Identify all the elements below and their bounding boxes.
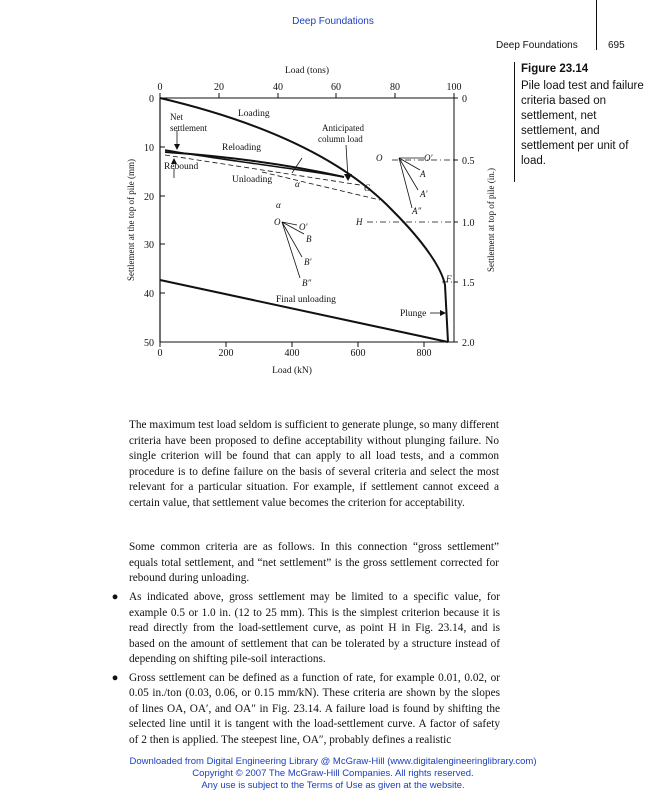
right-tick-0: 0 [462,94,467,105]
left-tick-20: 20 [144,192,154,203]
loading-curve [160,98,448,342]
criteria-list [110,590,500,751]
label-alpha-2: α [276,200,281,210]
top-tick-40: 40 [273,82,283,93]
footer-terms-link[interactable]: Any use is subject to the Terms of Use as given at the website. [201,780,465,791]
label-O-upper: O [376,153,383,163]
list-item-text: As indicated above, gross settlement may be limited to a specific value, for example 0.5 or 1.0 in. (12 to 25 mm). This is the simplest criterion because it is read directly from the load-settlement curve, as point H in Fig. 23.14, and is based on the amount of settlement that can be tolerated by a structure instead of depending on shifting pile-soil interactions. [129,591,500,665]
label-Bpp: B″ [302,278,312,288]
header-rule [596,0,597,50]
right-tick-1-0: 1.0 [462,218,475,229]
label-F: F [446,274,452,284]
right-tick-2-0: 2.0 [462,338,475,349]
figure-caption-text: Pile load test and failure criteria based on settlement, net settlement, and settlement per unit of load. [521,80,644,167]
anticipated-arrow-head [344,174,352,181]
label-Bp: B′ [304,257,312,267]
label-Op-upper: O′ [424,153,433,163]
load-settlement-diagram [112,60,502,380]
bullet-icon: ● [111,671,119,684]
top-site-title[interactable]: Deep Foundations [292,16,374,27]
label-App: A″ [412,206,422,216]
right-tick-1-5: 1.5 [462,278,475,289]
line-OApp [399,158,412,208]
right-axis-title: Settlement at top of pile (in.) [486,168,496,272]
label-H: H [356,217,363,227]
label-plunge: Plunge [400,309,427,319]
label-Ap: A′ [420,189,428,199]
footer-copyright: Copyright © 2007 The McGraw-Hill Companies. All rights reserved. [192,768,474,779]
top-tick-0: 0 [157,82,163,93]
bottom-tick-600: 600 [350,348,366,359]
label-B: B [306,234,312,244]
label-G: G [364,183,371,193]
top-tick-60: 60 [331,82,341,93]
label-anticipated-2: column load [318,134,363,144]
tangent-dashed-2 [262,172,380,200]
figure-caption [521,62,646,169]
label-reloading: Reloading [222,143,262,153]
net-arrow-head [174,144,180,150]
left-tick-30: 30 [144,240,154,251]
left-tick-0: 0 [149,94,154,105]
bottom-ticks [160,342,424,347]
top-axis-title: Load (tons) [284,66,330,76]
label-net-1: Net [170,112,183,122]
line-OAp [399,158,418,190]
left-tick-50: 50 [144,338,154,349]
figure-label: Figure 23.14 [521,63,589,75]
label-loading: Loading [238,109,270,119]
footer-download-link[interactable]: Downloaded from Digital Engineering Library @ McGraw-Hill (www.digitalengineeringlibrary.com) [129,756,537,767]
figure-23-14 [112,60,502,385]
label-anticipated-1: Anticipated [322,123,364,133]
paragraph-1: The maximum test load seldom is sufficient to generate plunge, so many different criteria have been proposed to define acceptability without plunging failure. No single criterion will be found that can apply to all load tests, and a common procedure is to define failure on the basis of several criteria and select the most relevant for a particular situation. For example, if settlement cannot exceed a certain value, that settlement value becomes the criterion for acceptability. [129,419,499,509]
list-item [110,671,500,749]
left-axis-title: Settlement at the top of pile (mm) [126,159,136,281]
left-ticks [160,98,165,293]
label-unloading: Unloading [232,175,273,185]
label-final-unloading: Final unloading [276,295,336,305]
footer [0,756,666,792]
label-O-lower: O [274,217,281,227]
bottom-axis-title: Load (kN) [272,366,312,376]
left-tick-10: 10 [144,143,154,154]
right-tick-0-5: 0.5 [462,156,475,167]
top-ticks [160,93,454,98]
bottom-tick-800: 800 [416,348,432,359]
page-number: 695 [608,40,625,51]
top-tick-20: 20 [214,82,224,93]
left-tick-40: 40 [144,289,154,300]
running-head: Deep Foundations [496,40,578,51]
list-item-text: Gross settlement can be defined as a function of rate, for example 0.01, 0.02, or 0.05 in./ton (0.03, 0.06, or 0.15 mm/kN). These criteria are shown by the slopes of lines OA, OA′, and OA″ in Fig. 23.14. A failure load is found by shifting the selected line until it is tangent with the load-settlement curve. A factor of safety of 2 then is applied. The steepest line, OA″, probably defines a realistic [129,671,500,746]
label-rebound: Rebound [164,162,199,172]
top-tick-80: 80 [390,82,400,93]
paragraph-2: Some common criteria are as follows. In this connection “gross settlement” equals total settlement, and “net settlement” is the gross settlement corrected for rebound during unloading. [129,541,499,584]
bottom-tick-200: 200 [218,348,234,359]
label-Op-lower: O′ [299,222,308,232]
label-net-2: settlement [170,123,207,133]
caption-rule [514,62,515,182]
label-alpha-1: α [295,179,300,189]
bullet-icon: ● [111,591,119,603]
label-A: A [420,169,426,179]
top-tick-100: 100 [446,82,462,93]
right-ticks [454,98,458,342]
plunge-arrow-head [440,310,446,316]
bottom-tick-0: 0 [157,348,163,359]
list-item [110,590,500,668]
bottom-tick-400: 400 [284,348,300,359]
